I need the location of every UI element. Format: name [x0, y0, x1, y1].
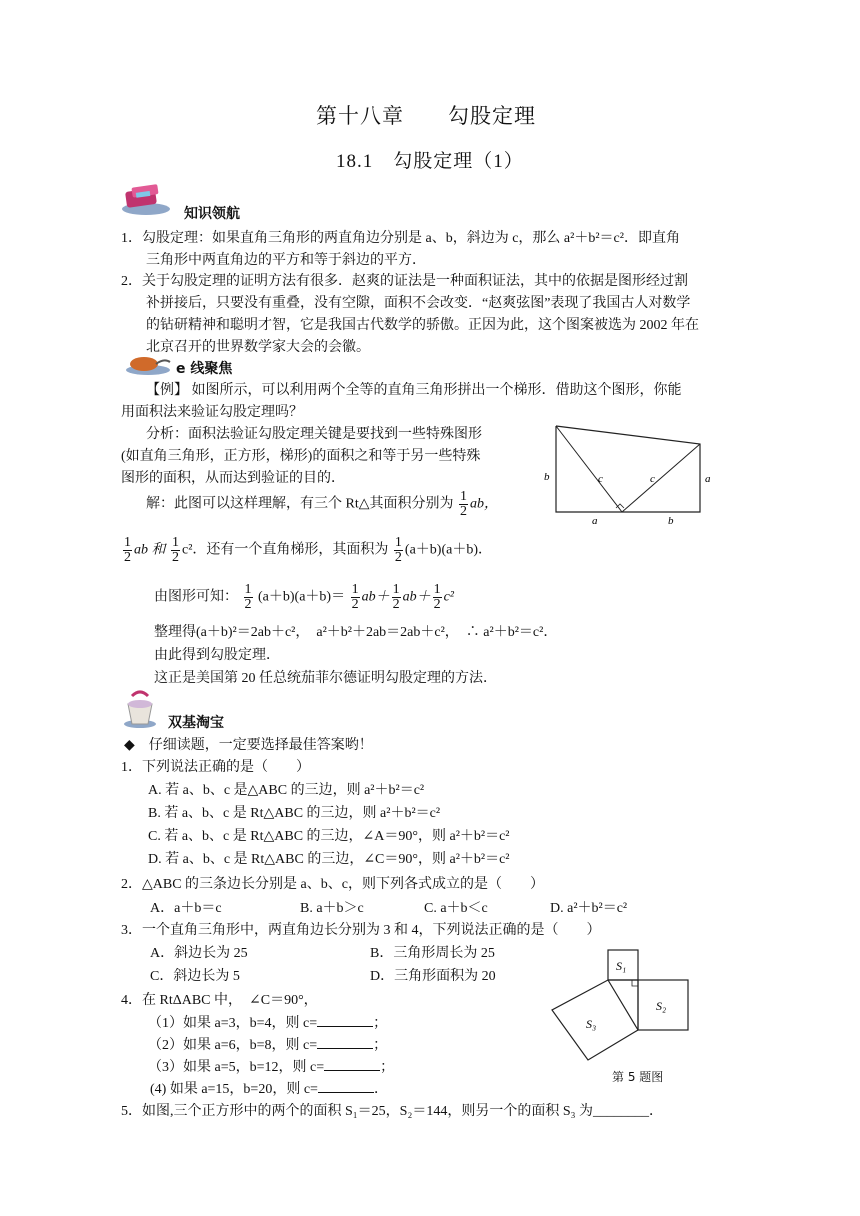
knowledge-item-2-cont: 补拼接后，只要没有重叠，没有空隙，面积不会改变．“赵爽弦图”表现了我国古人对数学	[146, 296, 691, 311]
fig-label-c-left: c	[598, 473, 603, 485]
solution-text: ab 和	[134, 542, 166, 558]
fraction-half	[394, 536, 403, 565]
q1-option-c: C. 若 a、b、c 是 Rt△ABC 的三边，∠A＝90°，则 a²＋b²＝c²	[148, 829, 510, 844]
answer-blank[interactable]	[324, 1056, 380, 1071]
knowledge-item-2: 2．关于勾股定理的证明方法有很多．赵爽的证法是一种面积证法，其中的依据是图形经过割	[121, 274, 688, 289]
answer-blank[interactable]	[317, 1012, 373, 1027]
q4-punct: ；	[373, 1038, 388, 1053]
q1-option-a: A. 若 a、b、c 是△ABC 的三边，则 a²＋b²＝c²	[148, 783, 425, 798]
fig-label-b: b	[544, 471, 550, 483]
derivation-line	[154, 583, 454, 612]
analysis-line: (如直角三角形，正方形，梯形)的面积之和等于另一些特殊	[121, 449, 481, 464]
question-3: 3．一个直角三角形中，两直角边长分别为 3 和 4，下列说法正确的是（ ）	[121, 923, 601, 938]
fraction-den: 2	[351, 597, 359, 612]
derivation-text: ab＋	[402, 589, 431, 605]
book-stack-icon	[120, 182, 172, 216]
fraction-num: 1	[460, 489, 467, 504]
derivation-text: c²	[443, 589, 454, 605]
fig-label-b-bottom: b	[668, 515, 674, 527]
fraction-den: 2	[172, 550, 179, 565]
q4-part-3	[148, 1056, 394, 1079]
trapezoid-figure	[540, 420, 716, 528]
q3-option-d: D．三角形面积为 20	[370, 969, 496, 984]
q4-part-text: （2）如果 a=6，b=8，则 c=	[148, 1038, 318, 1053]
knowledge-item-2-cont: 北京召开的世界数学家大会的会徽。	[146, 340, 370, 355]
knowledge-item-2-cont: 的钻研精神和聪明才智，它是我国古代数学的骄傲。正因为此，这个图案被选为 2002 年在	[146, 318, 699, 333]
q3-option-c: C．斜边长为 5	[150, 969, 240, 984]
question-1: 1．下列说法正确的是（ ）	[121, 760, 310, 775]
fraction-den: 2	[244, 597, 252, 612]
solution-text: c²．还有一个直角梯形，其面积为	[182, 542, 389, 558]
fraction-half	[392, 583, 401, 612]
fraction-num: 1	[394, 535, 402, 550]
q4-part-4	[150, 1078, 388, 1101]
s3-label: S₃	[586, 1017, 597, 1031]
fraction-den: 2	[392, 597, 400, 612]
fraction-den: 2	[124, 550, 131, 565]
question-4: 4．在 RtΔABC 中， ∠C＝90°，	[121, 993, 318, 1008]
q1-option-b: B. 若 a、b、c 是 Rt△ABC 的三边，则 a²＋b²＝c²	[148, 806, 441, 821]
q4-part-text: (4) 如果 a=15，b=20，则 c=	[150, 1082, 318, 1097]
tip-line: ◆ 仔细读题，一定要选择最佳答案哟！	[124, 738, 373, 753]
fraction-num: 1	[351, 582, 359, 597]
section-heading-eline: e 线聚焦	[176, 361, 233, 377]
analysis-line: 分析：面积法验证勾股定理关键是要找到一些特殊图形	[146, 427, 482, 442]
knowledge-item-1: 1．勾股定理：如果直角三角形的两直角边分别是 a、b，斜边为 c，那么 a²＋b²＝c²．即直角	[121, 231, 680, 246]
fraction-num: 1	[433, 582, 441, 597]
arrange-line: 整理得(a＋b)²＝2ab＋c²， a²＋b²＋2ab＝2ab＋c²， ∴ a²＋b²＝c²．	[154, 625, 558, 640]
solution-line	[146, 490, 498, 519]
mouse-icon	[120, 354, 172, 376]
analysis-line: 图形的面积，从而达到验证的目的．	[121, 471, 345, 486]
q1-option-d: D. 若 a、b、c 是 Rt△ABC 的三边，∠C＝90°，则 a²＋b²＝c²	[148, 852, 510, 867]
solution-text: ab，	[470, 496, 498, 512]
fraction-half	[244, 583, 253, 612]
fraction-half	[171, 536, 180, 565]
fraction-num: 1	[244, 582, 252, 597]
q2-option-a: A．a＋b＝c	[150, 901, 222, 916]
question-5: 5．如图,三个正方形中的两个的面积 S₁＝25，S₂＝144，则另一个的面积 S₃ 为________．	[121, 1104, 663, 1119]
fig-label-c-right: c	[650, 473, 655, 485]
s2-label: S₂	[656, 999, 667, 1013]
fig-label-a-right: a	[705, 473, 711, 485]
q4-part-2	[148, 1034, 387, 1057]
derivation-text: ab＋	[361, 589, 390, 605]
section-heading-basics: 双基淘宝	[168, 715, 224, 731]
q4-part-text: （1）如果 a=3，b=4，则 c=	[148, 1016, 318, 1031]
fraction-num: 1	[124, 535, 131, 550]
conclusion-line: 由此得到勾股定理．	[154, 648, 280, 663]
fraction-half	[459, 490, 468, 519]
fraction-half	[123, 536, 132, 565]
bucket-icon	[120, 690, 160, 730]
example-text-cont: 用面积法来验证勾股定理吗？	[121, 405, 303, 420]
chapter-title: 第十八章 勾股定理	[316, 104, 536, 128]
q4-part-text: （3）如果 a=5，b=12，则 c=	[148, 1060, 325, 1075]
q2-option-c: C. a＋b＜c	[424, 901, 488, 916]
derivation-text: 由图形可知：	[154, 589, 238, 605]
knowledge-item-1-cont: 三角形中两直角边的平方和等于斜边的平方．	[146, 253, 426, 268]
q4-part-1	[148, 1012, 387, 1035]
s1-label: S₁	[616, 959, 627, 973]
q3-option-b: B．三角形周长为 25	[370, 946, 495, 961]
example-text: 【例】 如图所示，可以利用两个全等的直角三角形拼出一个梯形．借助这个图形，你能	[146, 383, 682, 398]
q2-option-b: B. a＋b＞c	[300, 901, 364, 916]
figure-5-caption: 第 5 题图	[612, 1070, 664, 1084]
answer-blank[interactable]	[318, 1078, 374, 1093]
q4-punct: ．	[373, 1082, 388, 1097]
q4-punct: ；	[373, 1016, 388, 1031]
solution-text: 解：此图可以这样理解，有三个 Rt△其面积分别为	[146, 496, 454, 512]
fraction-den: 2	[394, 550, 402, 565]
q4-punct: ；	[380, 1060, 395, 1075]
question-2: 2．△ABC 的三条边长分别是 a、b、c，则下列各式成立的是（ ）	[121, 877, 544, 892]
fraction-num: 1	[392, 582, 400, 597]
three-squares-figure	[546, 946, 706, 1066]
fraction-num: 1	[172, 535, 179, 550]
president-line: 这正是美国第 20 任总统茄菲尔德证明勾股定理的方法．	[154, 671, 497, 686]
answer-blank[interactable]	[317, 1034, 373, 1049]
fraction-den: 2	[460, 504, 467, 519]
solution-line-2	[121, 536, 492, 565]
section-heading-knowledge: 知识领航	[184, 206, 240, 222]
fraction-half	[433, 583, 442, 612]
derivation-text: (a＋b)(a＋b)＝	[258, 589, 346, 605]
solution-text: (a＋b)(a＋b)．	[404, 542, 492, 558]
fraction-half	[351, 583, 360, 612]
q3-option-a: A．斜边长为 25	[150, 946, 248, 961]
fraction-den: 2	[433, 597, 441, 612]
q2-option-d: D. a²＋b²＝c²	[550, 901, 628, 916]
fig-label-a-bottom: a	[592, 515, 598, 527]
section-title: 18.1 勾股定理（1）	[336, 151, 524, 172]
